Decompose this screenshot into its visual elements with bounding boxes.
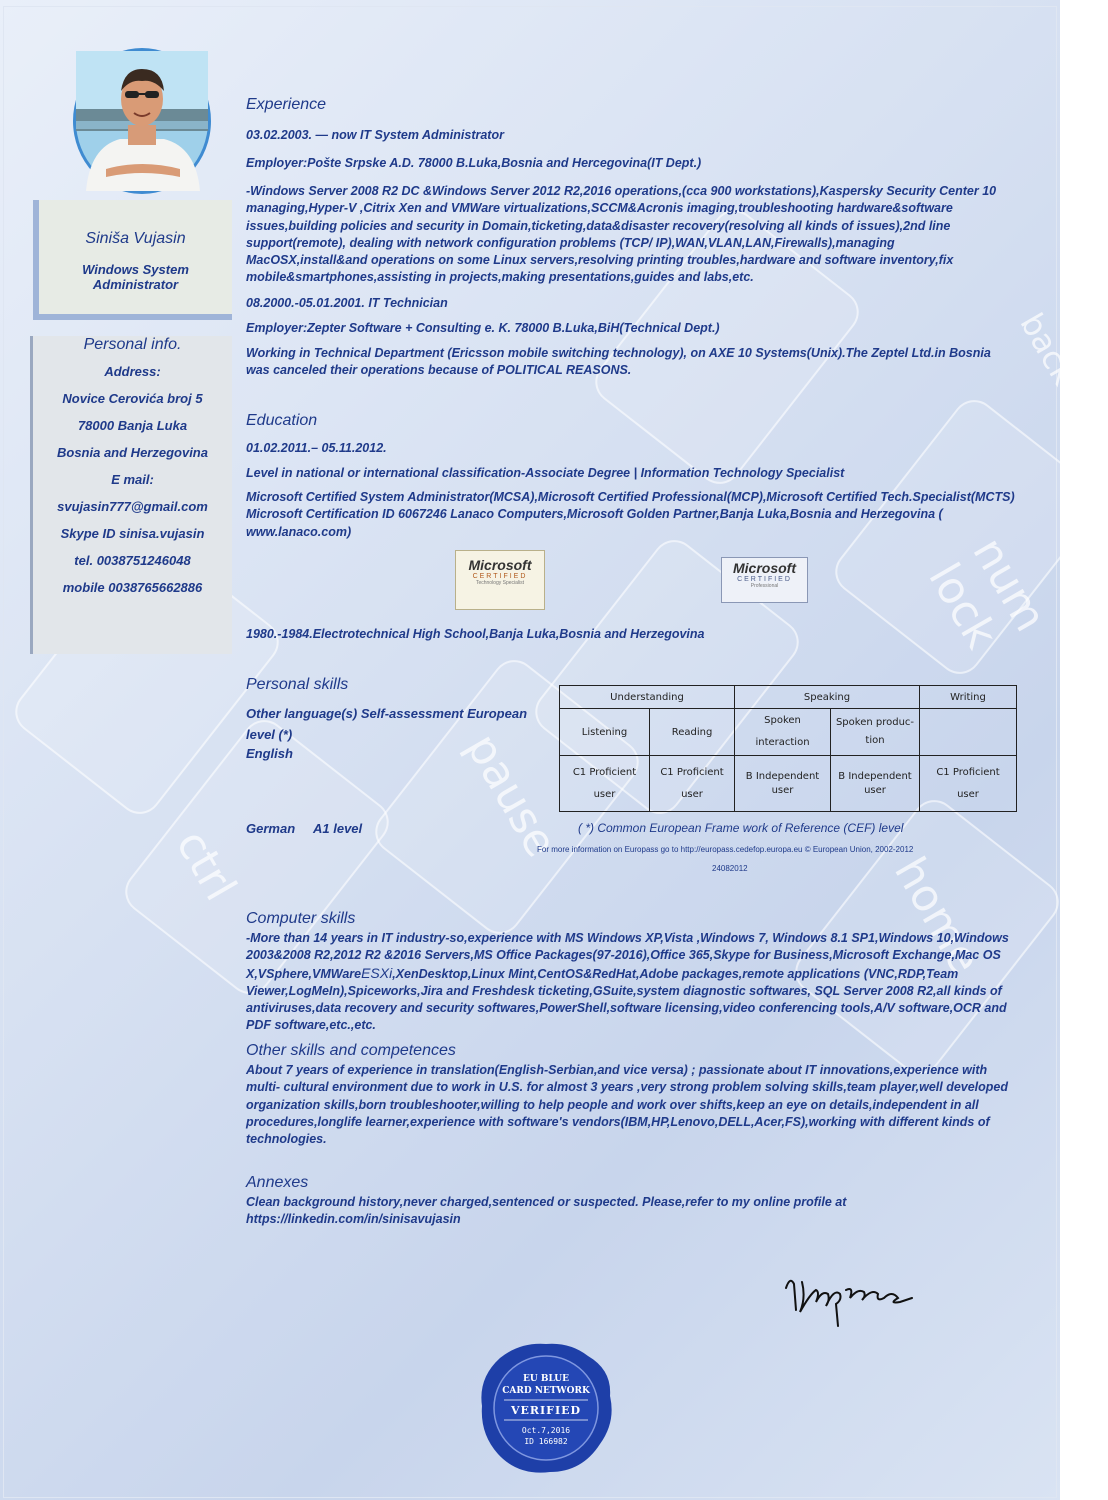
telephone: tel. 0038751246048 (74, 553, 191, 568)
skype-id: Skype ID sinisa.vujasin (60, 526, 205, 541)
high-school: 1980.-1984.Electrotechnical High School,Banja Luka,Bosnia and Herzegovina (246, 627, 705, 641)
badge-sub: Technology Specialist (475, 580, 525, 586)
annexes-text: Clean background history,never charged,sentenced or suspected. Please,refer to my online profile at https://linkedin.com/in/sinisavujasin (246, 1195, 847, 1227)
table-text: B Independent (745, 770, 820, 782)
seal-line2: CARD NETWORK (502, 1386, 590, 1396)
writing-subheader (920, 709, 1017, 756)
table-text: user (681, 788, 703, 800)
bg-key-label: pause (456, 725, 567, 866)
seal-verified: VERIFIED (510, 1404, 582, 1417)
speaking-header: Speaking (735, 686, 920, 709)
computer-skills-part: -More than 14 years in IT industry-so,experience with MS Windows XP,Vista ,Windows 7, Windows 8.1 SP1,Windows 10,Windows 2003&2008 R2,2012 R2 &2016 Servers,MS Office Packages(97-2016),Office 365,Skype for Business,Microsoft Exchange,Mac OS X,VSphere,VMWare (246, 931, 1009, 981)
job2-period: 08.2000.-05.01.2001. IT Technician (246, 296, 448, 310)
reading-value (650, 756, 735, 812)
computer-skills-part: ,XenDesktop,Linux Mint,CentOS&RedHat,Adobe packages,remote applications (VNC,RDP,Team Viewer,LogMeIn),Spiceworks,Jira and Freshdesk ticketing,GSuite,system diagnostic softwares, SQL Server 2008 R2,all kinds of antiviruses,data recovery and security softwares,PowerShell,software licensing,video conferencing tools,A/V software,OCR and PDF software,etc.,etc. (246, 966, 1007, 1033)
cef-note: ( *) Common European Frame work of Reference (CEF) level (578, 821, 904, 835)
badge-sub: Professional (750, 583, 779, 589)
other-languages-label: Other language(s) Self-assessment European level (*) (246, 706, 528, 742)
annexes-heading: Annexes (246, 1174, 309, 1191)
seal-line1: EU BLUE (523, 1374, 569, 1384)
table-text: C1 Proficient (936, 766, 1000, 778)
table-text: user (771, 784, 794, 796)
reading-header: Reading (650, 709, 735, 756)
job2-employer: Employer:Zepter Software + Consulting e. K. 78000 B.Luka,BiH(Technical Dept.) (246, 321, 720, 335)
writing-value (920, 756, 1017, 812)
spoken-interaction-header (735, 709, 831, 756)
badge-certified: CERTIFIED (737, 576, 792, 583)
bg-key-label: back (1012, 306, 1084, 392)
computer-skills-part: ESXi (361, 964, 393, 981)
badge-certified: CERTIFIED (472, 573, 528, 580)
address-street: Novice Cerovića broj 5 (62, 391, 203, 406)
table-text: interaction (755, 737, 810, 748)
table-text: C1 Proficient (572, 766, 637, 778)
table-text: Spoken produc- (835, 717, 915, 728)
table-text: Spoken (764, 715, 801, 726)
europass-note: For more information on Europass go to http://europass.cedefop.europa.eu © European Union, 2002-2012 (537, 845, 914, 854)
seal-id: ID 166982 (524, 1437, 568, 1446)
computer-skills-text (246, 930, 1016, 1035)
email-label: E mail: (111, 472, 154, 487)
person-role: Windows System Administrator (82, 262, 189, 292)
language-table (559, 685, 1017, 812)
education-heading: Education (246, 412, 318, 429)
address-country: Bosnia and Herzegovina (57, 445, 208, 460)
job1-period: 03.02.2003. — now IT System Administrator (246, 128, 504, 142)
badge-brand: Microsoft (733, 560, 796, 576)
other-skills-heading: Other skills and competences (246, 1042, 456, 1059)
personal-skills-heading: Personal skills (246, 676, 349, 693)
education-period: 01.02.2011.– 05.11.2012. (246, 441, 387, 455)
education-certifications: Microsoft Certified System Administrator(MCSA),Microsoft Certified Professional(MCP),Microsoft Certified Tech.Specialist(MCTS) Microsoft Certification ID 6067246 Lanaco Computers,Microsoft Golden Partner,Banja Luka,Bosnia and Herzegovina ( www.lanaco.com) (246, 490, 1015, 539)
mcp-badge (721, 557, 808, 603)
other-skills-text: About 7 years of experience in translation(English-Serbian,and vice versa) ; passionate about IT innovations,experience with multi- cultural environment due to work in U.S. for almost 3 years ,very strong problem solving skills,team player,well developed organization skills,born troubleshooter,willing to help people and work over shifts,keep an eye on details,independent in all procedures,longlife learner,experience with software's vendors(IBM,HP,Lenovo,DELL,Acer,FS),working with different kinds of technologies. (246, 1063, 1009, 1147)
table-text: C1 Proficient (660, 766, 724, 778)
job1-description: -Windows Server 2008 R2 DC &Windows Server 2012 R2,2016 operations,(cca 900 workstations),Kaspersky Security Center 10 managing,Hyper-V ,Citrix Xen and VMWare virtualizations,SCCM&Acronis imaging,troubleshooting hardware&software issues,building policies and security in Domain,ticketing,data&disaster recovery(resolving all kinds of issues),2nd line support(remote), dealing with network configuration problems (TCP/ IP),WAN,VLAN,LAN,Firewalls),managing MacOSX,install&and operations on some Linux servers,resolving printing troubles,hardware and software inventory,fix mobile&smartphones,assisting in projects,making presentations,guides and labs,etc. (246, 184, 997, 285)
address-city: 78000 Banja Luka (77, 418, 188, 433)
personal-info-title: Personal info. (83, 336, 182, 353)
education-level: Level in national or international classification-Associate Degree | Information Technology Specialist (246, 466, 845, 480)
signature (780, 1268, 920, 1333)
computer-skills-heading: Computer skills (246, 910, 356, 927)
english-label: English (246, 746, 293, 761)
bg-key-label: home (884, 848, 991, 983)
spoken-production-header (831, 709, 920, 756)
german-label: German (246, 821, 296, 836)
profile-photo (73, 48, 211, 194)
listening-header: Listening (560, 709, 650, 756)
listening-value (560, 756, 650, 812)
table-text: tion (865, 735, 885, 746)
mcts-badge (455, 550, 545, 610)
name-box (33, 200, 232, 320)
writing-header: Writing (920, 686, 1017, 709)
eu-blue-card-seal (478, 1340, 614, 1476)
mobile: mobile 0038765662886 (62, 580, 203, 595)
experience-heading: Experience (246, 96, 327, 113)
table-text: B Independent (838, 770, 912, 782)
production-value (831, 756, 920, 812)
seal-date: Oct.7,2016 (521, 1426, 571, 1435)
bg-key-label: num lock (918, 529, 1056, 658)
table-text: user (593, 788, 616, 800)
personal-info-box (30, 336, 232, 654)
understanding-header: Understanding (560, 686, 735, 709)
email-value[interactable]: svujasin777@gmail.com (57, 499, 208, 514)
bg-key-label: ctrl (165, 821, 246, 910)
german-level: A1 level (313, 821, 363, 836)
address-label: Address: (104, 364, 161, 379)
job2-description: Working in Technical Department (Ericsson mobile switching technology), on AXE 10 Systems(Unix).The Zeptel Ltd.in Bosnia was canceled their operations because of POLITICAL REASONS. (246, 346, 991, 378)
table-text: user (957, 788, 979, 800)
table-text: user (864, 784, 886, 796)
europass-code: 24082012 (712, 864, 748, 873)
interaction-value (735, 756, 831, 812)
job1-employer: Employer:Pošte Srpske A.D. 78000 B.Luka,Bosnia and Hercegovina(IT Dept.) (246, 156, 702, 170)
person-name: Siniša Vujasin (85, 230, 186, 247)
badge-brand: Microsoft (468, 557, 532, 573)
